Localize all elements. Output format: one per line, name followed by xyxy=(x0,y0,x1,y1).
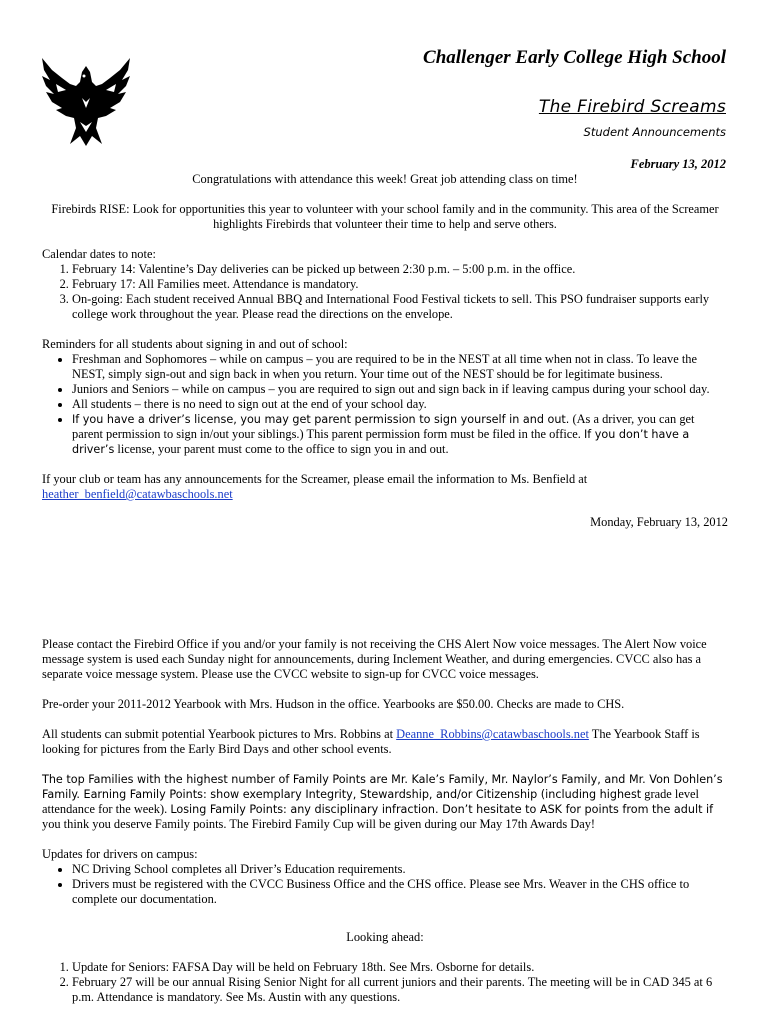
school-name: Challenger Early College High School xyxy=(423,47,726,68)
yearbook-order-text: Pre-order your 2011-2012 Yearbook with Mrs. Hudson in the office. Yearbooks are $50.00. Checks are made to CHS. xyxy=(42,697,625,711)
list-item: 2. February 27 will be our annual Rising Senior Night for all current juniors and their parents. The meeting will be in CAD 345 at 6 p.m. Attendance is mandatory. See Ms. Austin with any questions. xyxy=(72,975,728,1005)
family-points-losing: Losing Family Points: any disciplinary infraction. Don’t hesitate to ASK for points from the adult if xyxy=(170,803,714,816)
list-item: 3. On-going: Each student received Annual BBQ and International Food Festival tickets to sell. This PSO fundraiser supports early college work throughout the year. Please read the directions on the envelope. xyxy=(72,292,728,322)
benfield-email-link[interactable]: heather_benfield@catawbaschools.net xyxy=(42,487,233,501)
newsletter-subtitle: Student Announcements xyxy=(583,125,726,139)
list-item: 1. Update for Seniors: FAFSA Day will be held on February 18th. See Mrs. Osborne for details. xyxy=(72,960,728,975)
intro-text: Congratulations with attendance this week! Great job attending class on time! xyxy=(192,172,578,186)
club-paragraph xyxy=(42,472,728,502)
robbins-email-link[interactable]: Deanne_Robbins@catawbaschools.net xyxy=(396,727,589,741)
looking-ahead-list xyxy=(42,960,728,1005)
family-points-end: you think you deserve Family points. The Firebird Family Cup will be given during our May 17th Awards Day! xyxy=(42,817,596,831)
yearbook-pictures-paragraph xyxy=(42,727,728,757)
calendar-heading: Calendar dates to note: xyxy=(42,247,156,261)
firebird-logo xyxy=(36,48,136,148)
family-points-mid: grade level attendance for the week). xyxy=(42,787,699,816)
list-item xyxy=(72,412,728,457)
no-license-rule: If you don’t have a driver’s xyxy=(72,428,690,456)
license-rule: If you have a driver’s license, you may get parent permission to sign yourself in and out. xyxy=(72,413,570,426)
list-item: • All students – there is no need to sign out at the end of your school day. xyxy=(72,397,728,412)
drivers-heading: Updates for drivers on campus: xyxy=(42,847,198,861)
announcements-body xyxy=(42,172,728,1005)
list-item: • Freshman and Sophomores – while on campus – you are required to be in the NEST at all time when not in class. To leave the NEST, simply sign-out and sign back in when you return. Your time out of the NEST should be for legitimate business. xyxy=(72,352,728,382)
alert-now-text: Please contact the Firebird Office if you and/or your family is not receiving the CHS Alert Now voice messages. The Alert Now voice message system is used each Sunday night for announcements, during Inclement Weather, and during emergencies. CVCC also has a separate voice message system. Please use the CVCC website to sign-up for CVCC voice messages. xyxy=(42,637,707,681)
license-detail: (As a driver, you can get parent permission to sign in/out your siblings.) This parent permission form must be filed in the office. xyxy=(72,412,695,441)
calendar-list xyxy=(42,262,728,322)
newsletter-title: The Firebird Screams xyxy=(538,97,726,117)
no-license-detail: license, your parent must come to the office to sign you in and out. xyxy=(114,442,449,456)
family-points-leaders: The top Families with the highest number of Family Points are Mr. Kale’s Family, Mr. Naylor’s Family, and Mr. Von Dohlen’s Family. Earning Family Points: show exemplary Integrity, Stewardship, and/or Citizenship (including highest xyxy=(42,773,723,801)
list-item: • Juniors and Seniors – while on campus – you are required to sign out and sign back in if leaving campus during your school day. xyxy=(72,382,728,397)
rise-text: Firebirds RISE: Look for opportunities this year to volunteer with your school family and in the community. This area of the Screamer highlights Firebirds that volunteer their time to help and serve others. xyxy=(51,202,719,231)
reminders-heading: Reminders for all students about signing in and out of school: xyxy=(42,337,348,351)
reminders-list xyxy=(42,352,728,457)
family-points-paragraph xyxy=(42,772,728,832)
list-item: 2. February 17: All Families meet. Attendance is mandatory. xyxy=(72,277,728,292)
issue-date: February 13, 2012 xyxy=(630,157,726,171)
looking-ahead-heading: Looking ahead: xyxy=(346,930,424,944)
day-date: Monday, February 13, 2012 xyxy=(590,515,728,529)
yearbook-pictures-text: All students can submit potential Yearbook pictures to Mrs. Robbins at xyxy=(42,727,397,741)
list-item: 1. February 14: Valentine’s Day deliveries can be picked up between 2:30 p.m. – 5:00 p.m. in the office. xyxy=(72,262,728,277)
list-item: • Drivers must be registered with the CVCC Business Office and the CHS office. Please see Mrs. Weaver in the CHS office to complete our documentation. xyxy=(72,877,728,907)
list-item: • NC Driving School completes all Driver’s Education requirements. xyxy=(72,862,728,877)
drivers-list xyxy=(42,862,728,907)
yearbook-pictures-tail: The Yearbook Staff is looking for pictures from the Early Bird Days and other school events. xyxy=(42,727,700,756)
club-text: If your club or team has any announcements for the Screamer, please email the information to Ms. Benfield at xyxy=(42,472,588,486)
